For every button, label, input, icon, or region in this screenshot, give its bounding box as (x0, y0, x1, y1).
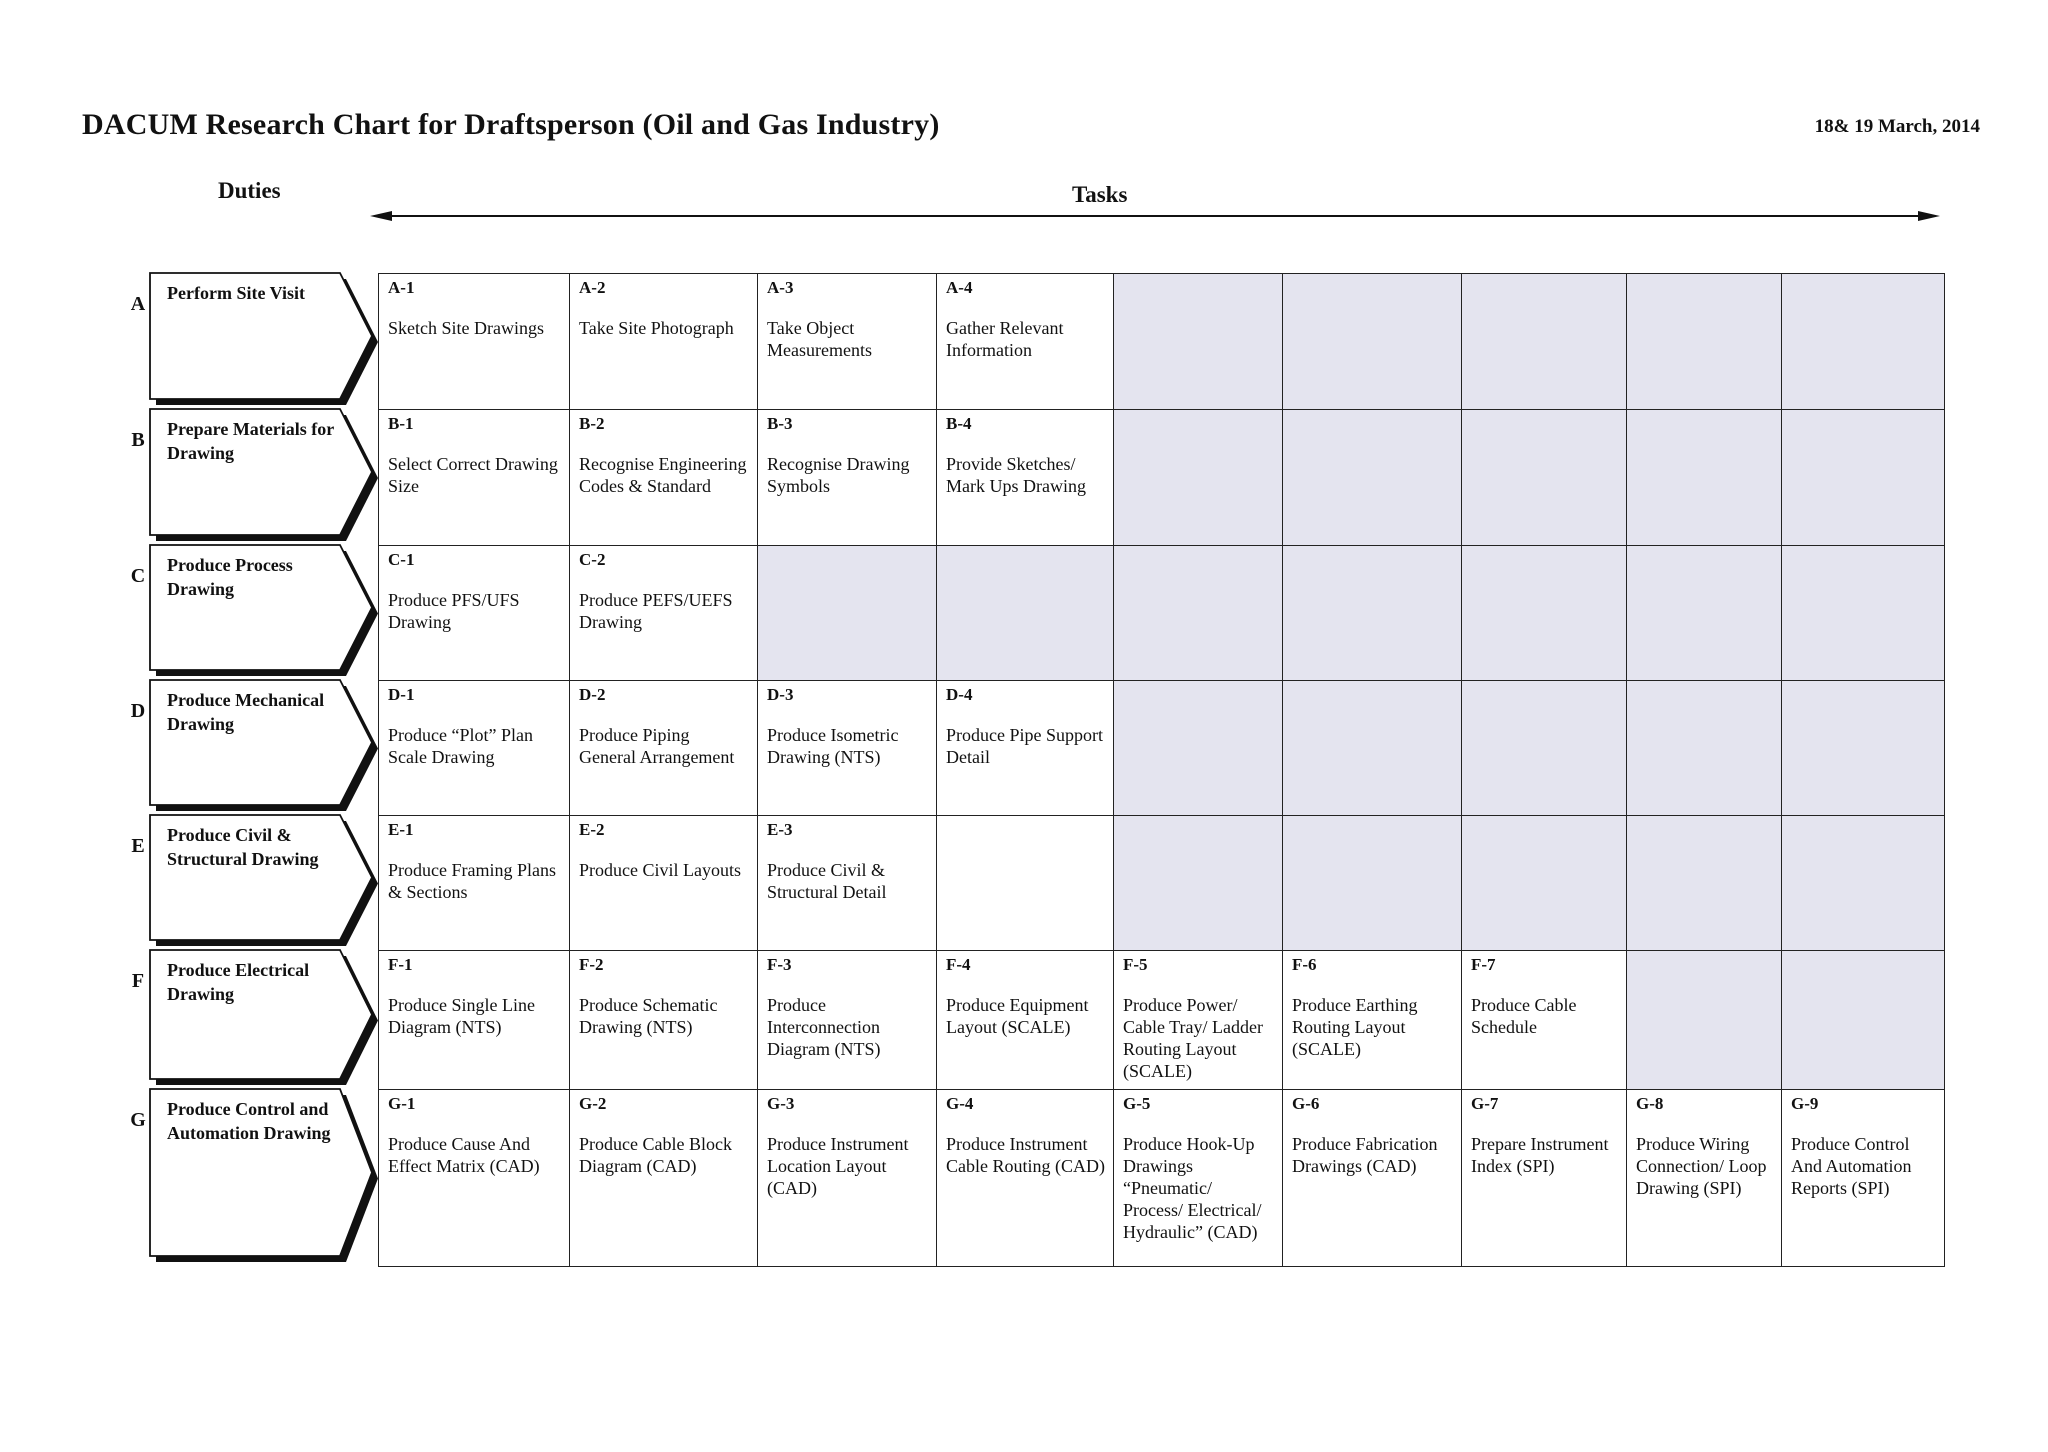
empty-task-cell (1782, 546, 1945, 681)
empty-task-cell (1627, 951, 1782, 1090)
task-text: Produce Fabrication Drawings (CAD) (1292, 1134, 1438, 1176)
task-cell-a-3 (758, 274, 937, 410)
task-code: G-6 (1292, 1094, 1320, 1113)
task-cell-f-6 (1283, 951, 1462, 1090)
duty-letter-b: B (131, 429, 145, 451)
task-code: D-3 (767, 685, 794, 704)
task-cell-b-3 (758, 410, 937, 546)
task-text: Produce Piping General Arrangement (579, 725, 735, 767)
task-cell-b-2 (570, 410, 758, 546)
task-text: Prepare Instrument Index (SPI) (1471, 1134, 1609, 1176)
empty-task-cell (1627, 816, 1782, 951)
task-text: Select Correct Drawing Size (388, 454, 558, 496)
task-cell-c-1 (379, 546, 570, 681)
duty-box-b (150, 409, 380, 535)
empty-task-cell (1627, 681, 1782, 816)
empty-task-cell (1627, 410, 1782, 546)
task-code: B-1 (388, 414, 414, 433)
empty-task-cell (1627, 546, 1782, 681)
task-text: Produce Cable Schedule (1471, 995, 1577, 1037)
task-text: Take Object Measurements (767, 318, 872, 360)
duty-letter-g: G (130, 1109, 146, 1131)
task-cell-f-1 (379, 951, 570, 1090)
chart-title: DACUM Research Chart for Draftsperson (Oil and Gas Industry) (82, 108, 940, 141)
task-text: Take Site Photograph (579, 318, 734, 338)
task-text: Produce Cable Block Diagram (CAD) (579, 1134, 732, 1176)
duty-box-d (150, 680, 380, 805)
task-text: Produce Single Line Diagram (NTS) (388, 995, 535, 1037)
task-cell-f-4 (937, 951, 1114, 1090)
task-code: E-3 (767, 820, 793, 839)
task-cell-a-2 (570, 274, 758, 410)
task-text: Produce PEFS/UEFS Drawing (579, 590, 733, 632)
task-cell-g-2 (570, 1090, 758, 1267)
task-text: Recognise Drawing Symbols (767, 454, 910, 496)
task-text: Produce Framing Plans & Sections (388, 860, 556, 902)
task-code: E-1 (388, 820, 414, 839)
task-code: D-1 (388, 685, 415, 704)
duty-label: Perform Site Visit (167, 283, 305, 303)
empty-task-cell (1114, 274, 1283, 410)
empty-task-cell (1283, 410, 1462, 546)
task-code: F-5 (1123, 955, 1148, 974)
task-cell-f-5 (1114, 951, 1283, 1090)
duty-box-f (150, 950, 380, 1079)
task-code: B-4 (946, 414, 972, 433)
task-code: D-2 (579, 685, 606, 704)
task-cell-g-8 (1627, 1090, 1782, 1267)
task-code: A-4 (946, 278, 973, 297)
task-cell-e-3 (758, 816, 937, 951)
duty-letter-d: D (130, 700, 146, 722)
task-code: F-2 (579, 955, 604, 974)
task-cell-f-2 (570, 951, 758, 1090)
empty-task-cell (1782, 274, 1945, 410)
task-code: G-9 (1791, 1094, 1819, 1113)
task-code: C-1 (388, 550, 415, 569)
task-cell-d-2 (570, 681, 758, 816)
empty-task-cell (1283, 681, 1462, 816)
empty-task-cell (758, 546, 937, 681)
empty-task-cell (937, 816, 1114, 951)
empty-task-cell (1114, 681, 1283, 816)
task-text: Produce Power/ Cable Tray/ Ladder Routing Layout (SCALE) (1123, 995, 1263, 1081)
task-code: A-3 (767, 278, 794, 297)
task-text: Produce Hook-Up Drawings “Pneumatic/ Process/ Electrical/ Hydraulic” (CAD) (1123, 1134, 1262, 1242)
task-text: Produce Cause And Effect Matrix (CAD) (388, 1134, 540, 1176)
task-text: Produce Earthing Routing Layout (SCALE) (1292, 995, 1418, 1059)
duty-label: Produce Control and Automation Drawing (167, 1099, 331, 1143)
task-cell-d-1 (379, 681, 570, 816)
empty-task-cell (1782, 816, 1945, 951)
task-text: Produce Pipe Support Detail (946, 725, 1103, 767)
task-cell-e-1 (379, 816, 570, 951)
duty-letter-e: E (131, 835, 145, 857)
task-cell-b-1 (379, 410, 570, 546)
task-code: F-1 (388, 955, 413, 974)
task-code: B-2 (579, 414, 605, 433)
task-text: Produce “Plot” Plan Scale Drawing (388, 725, 533, 767)
empty-task-cell (1114, 546, 1283, 681)
empty-task-cell (1782, 681, 1945, 816)
task-text: Produce Equipment Layout (SCALE) (946, 995, 1089, 1037)
task-cell-f-3 (758, 951, 937, 1090)
empty-task-cell (937, 546, 1114, 681)
empty-task-cell (1462, 546, 1627, 681)
task-grid (378, 273, 1945, 1267)
task-text: Produce PFS/UFS Drawing (388, 590, 520, 632)
task-text: Recognise Engineering Codes & Standard (579, 454, 747, 496)
task-code: E-2 (579, 820, 605, 839)
task-text: Gather Relevant Information (946, 318, 1064, 360)
empty-task-cell (1462, 274, 1627, 410)
task-cell-g-4 (937, 1090, 1114, 1267)
empty-task-cell (1283, 546, 1462, 681)
task-cell-g-3 (758, 1090, 937, 1267)
task-cell-g-5 (1114, 1090, 1283, 1267)
duty-letter-a: A (130, 293, 146, 315)
task-text: Sketch Site Drawings (388, 318, 544, 338)
empty-task-cell (1114, 410, 1283, 546)
task-cell-d-4 (937, 681, 1114, 816)
duty-box-a (150, 273, 380, 399)
task-code: G-7 (1471, 1094, 1499, 1113)
empty-task-cell (1283, 816, 1462, 951)
duty-box-g (150, 1089, 380, 1256)
task-text: Provide Sketches/ Mark Ups Drawing (946, 454, 1086, 496)
task-code: G-2 (579, 1094, 607, 1113)
duty-letter-f: F (131, 970, 145, 992)
empty-task-cell (1462, 681, 1627, 816)
task-text: Produce Instrument Location Layout (CAD) (767, 1134, 909, 1198)
task-cell-f-7 (1462, 951, 1627, 1090)
duty-letter-c: C (130, 565, 146, 587)
chart-date: 18& 19 March, 2014 (1814, 116, 1980, 137)
task-code: G-5 (1123, 1094, 1151, 1113)
empty-task-cell (1782, 951, 1945, 1090)
task-text: Produce Civil & Structural Detail (767, 860, 887, 902)
task-text: Produce Civil Layouts (579, 860, 741, 880)
task-code: D-4 (946, 685, 973, 704)
task-cell-b-4 (937, 410, 1114, 546)
task-code: G-8 (1636, 1094, 1664, 1113)
task-code: G-3 (767, 1094, 795, 1113)
duty-label: Produce Process Drawing (167, 555, 293, 599)
task-cell-g-9 (1782, 1090, 1945, 1267)
empty-task-cell (1283, 274, 1462, 410)
task-cell-g-6 (1283, 1090, 1462, 1267)
duty-label: Produce Civil & Structural Drawing (167, 825, 319, 869)
task-text: Produce Isometric Drawing (NTS) (767, 725, 899, 767)
task-code: G-1 (388, 1094, 416, 1113)
task-code: F-6 (1292, 955, 1317, 974)
empty-task-cell (1462, 816, 1627, 951)
task-code: F-7 (1471, 955, 1496, 974)
task-code: F-3 (767, 955, 792, 974)
tasks-double-arrow (370, 204, 1940, 228)
task-text: Produce Interconnection Diagram (NTS) (767, 995, 881, 1059)
task-code: F-4 (946, 955, 971, 974)
task-text: Produce Control And Automation Reports (SPI) (1791, 1134, 1912, 1198)
task-cell-d-3 (758, 681, 937, 816)
task-code: G-4 (946, 1094, 974, 1113)
task-cell-a-4 (937, 274, 1114, 410)
tasks-heading: Tasks (1072, 182, 1128, 207)
duties-heading: Duties (218, 178, 281, 203)
task-cell-g-1 (379, 1090, 570, 1267)
duty-box-e (150, 815, 380, 940)
empty-task-cell (1114, 816, 1283, 951)
task-code: A-2 (579, 278, 606, 297)
task-code: B-3 (767, 414, 793, 433)
empty-task-cell (1627, 274, 1782, 410)
task-text: Produce Instrument Cable Routing (CAD) (946, 1134, 1105, 1176)
task-cell-a-1 (379, 274, 570, 410)
task-text: Produce Schematic Drawing (NTS) (579, 995, 718, 1037)
task-cell-g-7 (1462, 1090, 1627, 1267)
duty-box-c (150, 545, 380, 670)
task-text: Produce Wiring Connection/ Loop Drawing (SPI) (1636, 1134, 1767, 1198)
task-code: C-2 (579, 550, 606, 569)
duty-label: Produce Mechanical Drawing (167, 690, 325, 734)
empty-task-cell (1462, 410, 1627, 546)
task-cell-c-2 (570, 546, 758, 681)
duty-label: Produce Electrical Drawing (167, 960, 310, 1004)
duty-label: Prepare Materials for Drawing (167, 419, 334, 463)
task-code: A-1 (388, 278, 415, 297)
empty-task-cell (1782, 410, 1945, 546)
task-cell-e-2 (570, 816, 758, 951)
